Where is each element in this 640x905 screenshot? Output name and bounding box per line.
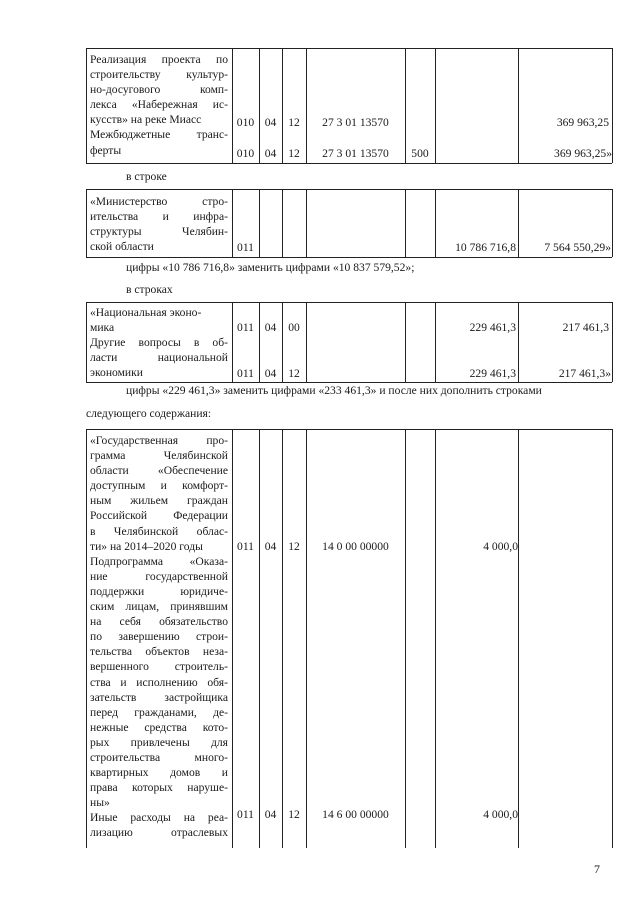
- cell-rz: 04: [264, 367, 277, 380]
- cell-sum-2: 217 461,3»: [558, 367, 611, 380]
- cell-sum-1: 229 461,3: [469, 321, 516, 334]
- cell-cs: 27 3 01 13570: [322, 147, 389, 160]
- page-number: 7: [594, 862, 600, 876]
- cell-ved: 010: [236, 147, 255, 160]
- row-description: Реализация проекта по строительству культур- но-досугового комп- лекса «Набережная ис- кусств» на реке Миасс Межбюджетные транс- ферты: [90, 53, 228, 157]
- cell-rz: 04: [264, 808, 277, 821]
- cell-pr: 12: [288, 540, 300, 553]
- cell-sum-2: 7 564 550,29»: [544, 241, 611, 254]
- cell-cs: 14 6 00 00000: [322, 808, 389, 821]
- cell-ved: 011: [237, 540, 254, 553]
- paragraph-following-content: следующего содержания:: [86, 407, 212, 420]
- cell-cs: 27 3 01 13570: [322, 116, 389, 129]
- cell-ved: 011: [237, 241, 254, 254]
- cell-pr: 12: [288, 147, 300, 160]
- cell-ved: 011: [237, 367, 254, 380]
- cell-sum-1: 4 000,0: [483, 540, 518, 553]
- cell-vr: 500: [411, 147, 429, 160]
- cell-sum-2: 369 963,25»: [554, 147, 612, 160]
- cell-rz: 04: [264, 321, 277, 334]
- cell-cs: 14 0 00 00000: [322, 540, 389, 553]
- row-description: «Государственная про- грамма Челябинской области «Обеспечение доступным и комфорт- ным жильем граждан Российской Федерации в Челябинской облас- ти» на 2014–2020 годы Подпрограмма «Оказа- ние государственной поддержки юридиче- ским лицам, принявшим на себя обязательство по завершению строи- тельства объектов неза- вершенного строитель- ства и исполнению обя- зательств застройщика перед гражданами, де- нежные средства кото- рых привлечены для строительства много- квартирных домов и права которых наруше- ны» Иные расходы на реа- лизацию отраслевых: [90, 434, 228, 840]
- cell-pr: 12: [288, 367, 300, 380]
- paragraph-in-lines: в строках: [126, 283, 173, 296]
- cell-ved: 010: [236, 116, 255, 129]
- row-description: «Министерство стро- ительства и инфра- структуры Челябин- ской области: [90, 195, 228, 254]
- cell-sum-1: 4 000,0: [483, 808, 518, 821]
- cell-ved: 011: [237, 808, 254, 821]
- paragraph-replace-and-add: цифры «229 461,3» заменить цифрами «233 461,3» и после них дополнить строками: [126, 384, 542, 397]
- cell-pr: 12: [288, 808, 300, 821]
- cell-sum-2: 369 963,25: [556, 116, 609, 129]
- paragraph-replace-digits: цифры «10 786 716,8» заменить цифрами «10 837 579,52»;: [126, 261, 415, 274]
- cell-pr: 12: [288, 116, 300, 129]
- cell-rz: 04: [264, 147, 277, 160]
- cell-pr: 00: [288, 321, 300, 334]
- cell-sum-1: 229 461,3: [469, 367, 516, 380]
- cell-rz: 04: [264, 116, 277, 129]
- cell-ved: 011: [237, 321, 254, 334]
- cell-sum-1: 10 786 716,8: [455, 241, 516, 254]
- paragraph-in-line: в строке: [126, 170, 167, 183]
- row-description: «Национальная эконо- мика Другие вопросы в об- ласти национальной экономики: [90, 306, 228, 380]
- cell-rz: 04: [264, 540, 277, 553]
- cell-sum-2: 217 461,3: [562, 321, 609, 334]
